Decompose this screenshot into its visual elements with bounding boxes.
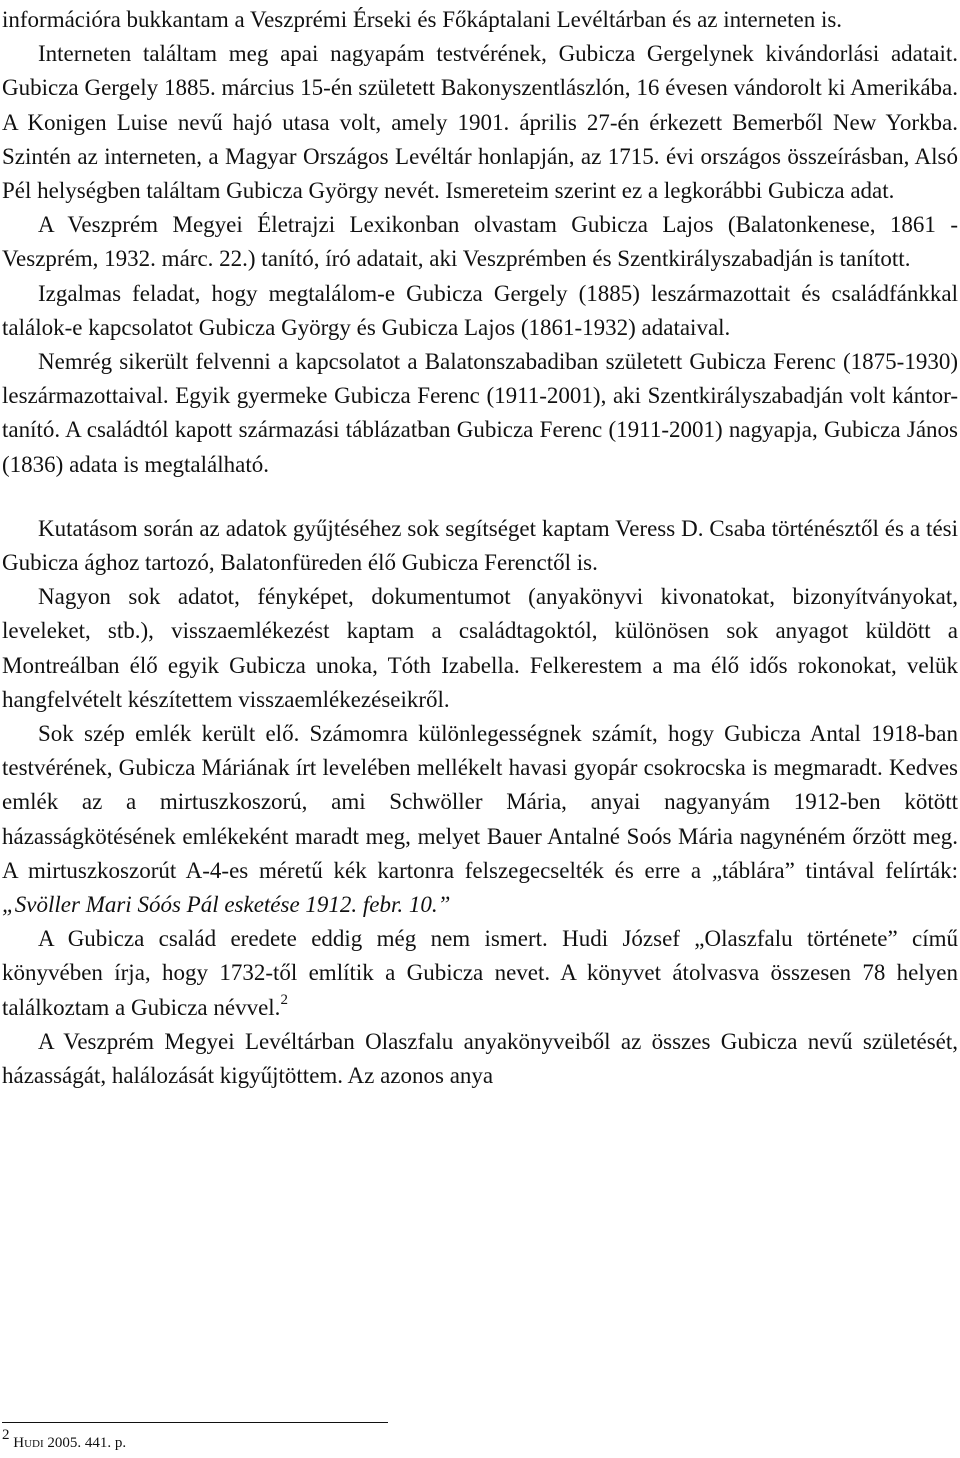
paragraph-origin (2, 922, 958, 1025)
footnote-author: Hudi (13, 1435, 44, 1451)
paragraph-internet-emigration: Interneten találtam meg apai nagyapám testvérének, Gubicza Gergelynek kivándorlási adatait. Gubicza Gergely 1885. március 15-én született Bakonyszentlászlón, 16 évesen vándorolt ki Amerikába. A Konigen Luise nevű hajó utasa volt, amely 1901. április 27-én érkezett Bemerből New Yorkba. Szintén az interneten, a Magyar Országos Levéltár honlapján, az 1715. évi országos összeírásban, Alsó Pél helységben találtam Gubicza György nevét. Ismereteim szerint ez a legkorábbi Gubicza adat. (2, 41, 958, 204)
footnote-divider (2, 1422, 388, 1423)
footnote-citation: 2005. 441. p. (43, 1435, 127, 1451)
paragraph-research-help: Kutatásom során az adatok gyűjtéséhez sok segítséget kaptam Veress D. Csaba történésztől és a tési Gubicza ághoz tartozó, Balatonfüreden élő Gubicza Ferenctől is. (2, 515, 958, 576)
origin-text: A Gubicza család eredete eddig még nem ismert. Hudi József „Olaszfalu története” című könyvében írja, hogy 1732-től említik a Gubicza nevet. A könyvet átolvasva összesen 78 helyen találkoztam a Gubicza névvel. (2, 926, 958, 1020)
paragraph-documents: Nagyon sok adatot, fényképet, dokumentumot (anyakönyvi kivonatokat, bizonyítványokat, leveleket, stb.), visszaemlékezést kaptam a családtagoktól, különösen sok anyagot küldött a Montreálban élő egyik Gubicza unoka, Tóth Izabella. Felkerestem a ma élő idős rokonokat, velük hangfelvételt készítettem visszaemlékezéseikről. (2, 584, 958, 712)
paragraph-lexicon: A Veszprém Megyei Életrajzi Lexikonban olvastam Gubicza Lajos (Balatonkenese, 1861 - Veszprém, 1932. márc. 22.) tanító, író adatait, aki Veszprémben és Szentkirályszabadján is tanított. (2, 212, 958, 272)
footnote-reference[interactable]: 2 (280, 992, 288, 1009)
paragraph-contact: Nemrég sikerült felvenni a kapcsolatot a Balatonszabadiban született Gubicza Ferenc (1875-1930) leszármazottaival. Egyik gyermeke Gubicza Ferenc (1911-2001), aki Szentkirályszabadján volt kántor-tanító. A családtól kapott származási táblázatban Gubicza Ferenc (1911-2001) nagyapja, Gubicza János (1836) adata is megtalálható. (2, 349, 958, 477)
paragraph-gap (2, 482, 958, 512)
footnote-number: 2 (2, 1427, 10, 1443)
paragraph-memories (2, 717, 958, 922)
paragraph-task: Izgalmas feladat, hogy megtalálom-e Gubicza Gergely (1885) leszármazottait és családfánkkal találok-e kapcsolatot Gubicza György és Gubicza Lajos (1861-1932) adataival. (2, 280, 958, 340)
paragraph-intro: információra bukkantam a Veszprémi Érseki és Főkáptalani Levéltárban és az interneten is. (2, 7, 843, 32)
paragraph-archive: A Veszprém Megyei Levéltárban Olaszfalu anyakönyveiből az összes Gubicza nevű születését, házasságát, halálozását kigyűjtöttem. Az azonos anya (2, 1028, 958, 1089)
footnote (2, 1427, 127, 1453)
inscription-quote: „Svöller Mari Sóós Pál esketése 1912. febr. 10.” (2, 892, 451, 918)
memories-text: Sok szép emlék került elő. Számomra különlegességnek számít, hogy Gubicza Antal 1918-ban testvérének, Gubicza Máriának írt levelében mellékelt havasi gyopár csokrocska is megmaradt. Kedves emlék az a mirtuszkoszorú, ami Schwöller Mária, anyai nagyanyám 1912-ben kötött házasságkötésének emlékeként maradt meg, melyet Bauer Antalné Soós Mária nagynéném őrzött meg. A mirtuszkoszorút A-4-es méretű kék kartonra felszegecselték és erre a „táblára” tintával felírták: (2, 721, 958, 883)
